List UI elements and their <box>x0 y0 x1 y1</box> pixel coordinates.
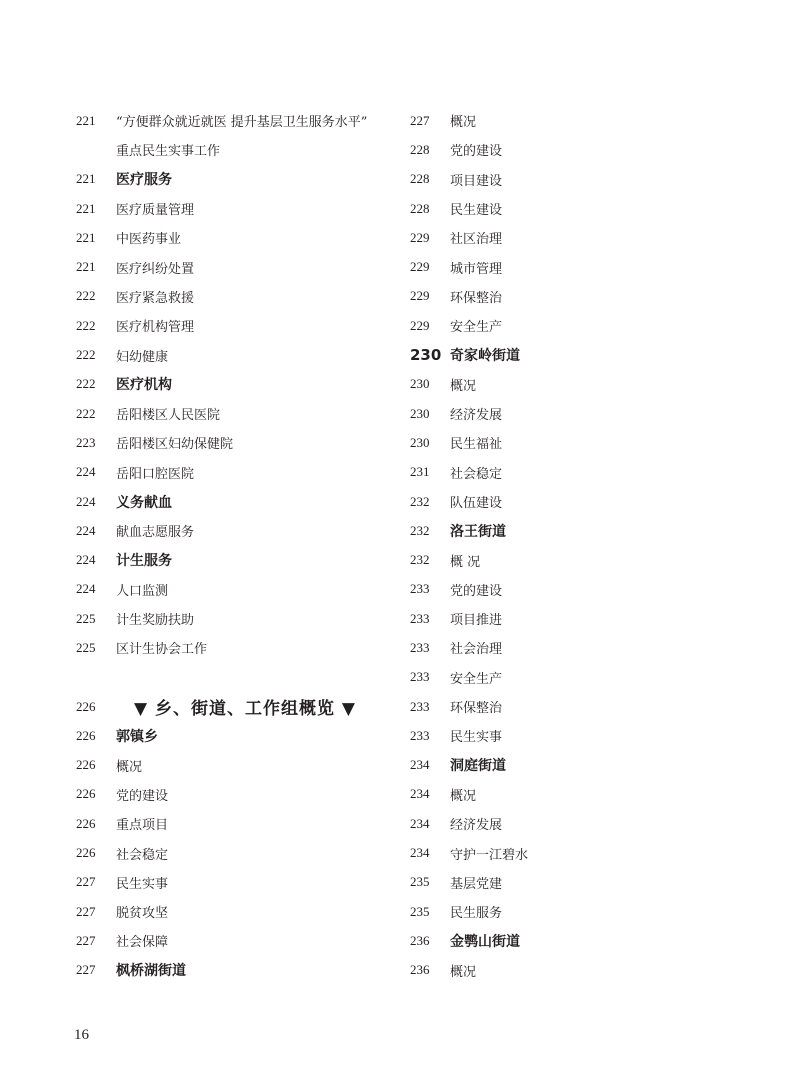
toc-page-number: 221 <box>76 229 96 245</box>
toc-entry-title: 经济发展 <box>450 408 503 424</box>
toc-entry-title: 概况 <box>450 788 477 804</box>
toc-entry-title: 概况 <box>450 378 477 394</box>
toc-page-number: 230 <box>410 346 442 365</box>
toc-page-number: 227 <box>410 112 430 128</box>
toc-page-number: 233 <box>410 698 430 714</box>
toc-entry-title: 安全生产 <box>450 320 503 336</box>
toc-page-number: 234 <box>410 757 430 773</box>
toc-page-number: 232 <box>410 493 430 509</box>
toc-entry-title: 守护一江碧水 <box>450 847 529 863</box>
toc-page-number: 235 <box>410 874 430 890</box>
toc-page-number: 228 <box>410 141 430 157</box>
toc-entry <box>410 575 710 604</box>
toc-entry <box>76 809 396 838</box>
toc-page-number: 226 <box>76 698 96 714</box>
toc-entry-title: 洛王街道 <box>450 523 506 540</box>
toc-entry <box>410 809 710 838</box>
toc-entry-title: ▼ 乡、街道、工作组概览 ▼ <box>134 699 356 720</box>
toc-entry <box>410 135 710 164</box>
toc-entry <box>76 751 396 780</box>
toc-entry <box>410 868 710 897</box>
toc-entry <box>410 194 710 223</box>
toc-entry-title: 社会稳定 <box>450 466 503 482</box>
toc-entry <box>410 370 710 399</box>
toc-page-number: 225 <box>76 610 96 626</box>
toc-section-heading <box>410 340 710 369</box>
toc-entry-title: 洞庭街道 <box>450 758 506 775</box>
toc-entry <box>410 428 710 457</box>
toc-entry-title: 岳阳楼区妇幼保健院 <box>116 437 234 453</box>
toc-entry-title: 医疗紧急救援 <box>116 290 195 306</box>
toc-entry <box>410 692 710 721</box>
toc-page-number: 224 <box>76 464 96 480</box>
toc-entry <box>410 399 710 428</box>
toc-entry <box>410 721 710 750</box>
toc-entry-title: 民生建设 <box>450 203 503 219</box>
toc-entry-title: 环保整治 <box>450 290 503 306</box>
toc-entry <box>76 633 396 662</box>
toc-entry-title: 概况 <box>450 115 477 131</box>
toc-entry <box>76 604 396 633</box>
toc-entry-title: 社会治理 <box>450 642 503 658</box>
toc-page-number: 225 <box>76 639 96 655</box>
toc-entry-title: 岳阳楼区人民医院 <box>116 408 221 424</box>
toc-entry-title: 安全生产 <box>450 671 503 687</box>
toc-page-number: 224 <box>76 552 96 568</box>
toc-page-number: 228 <box>410 171 430 187</box>
toc-entry-title: 枫桥湖街道 <box>116 963 186 980</box>
toc-entry-title: 医疗纠纷处置 <box>116 261 195 277</box>
toc-page-number: 224 <box>76 493 96 509</box>
toc-entry <box>410 663 710 692</box>
toc-entry <box>76 838 396 867</box>
toc-page-number: 224 <box>76 581 96 597</box>
toc-page-number: 230 <box>410 376 430 392</box>
toc-entry-title: 民生服务 <box>450 906 503 922</box>
toc-entry-title: 计生奖励扶助 <box>116 613 195 629</box>
toc-entry <box>76 780 396 809</box>
toc-page-number: 230 <box>410 405 430 421</box>
toc-entry-title: 项目推进 <box>450 613 503 629</box>
toc-entry-title: 党的建设 <box>450 144 503 160</box>
toc-entry <box>410 282 710 311</box>
toc-entry <box>76 868 396 897</box>
toc-entry <box>410 223 710 252</box>
toc-entry-title: 人口监测 <box>116 583 169 599</box>
toc-right-column <box>410 106 710 985</box>
toc-page-number: 221 <box>76 112 96 128</box>
toc-entry-title: 民生实事 <box>116 876 169 892</box>
toc-page-number: 222 <box>76 317 96 333</box>
toc-entry-title: 计生服务 <box>116 553 172 570</box>
toc-page-number: 229 <box>410 229 430 245</box>
toc-entry-title: 概 况 <box>450 554 481 570</box>
toc-entry-title: 党的建设 <box>450 583 503 599</box>
toc-page-number: 227 <box>76 874 96 890</box>
toc-entry <box>76 575 396 604</box>
toc-entry <box>76 106 396 135</box>
toc-page-number: 233 <box>410 669 430 685</box>
toc-entry-title: 项目建设 <box>450 173 503 189</box>
toc-entry-title: 概况 <box>450 964 477 980</box>
toc-page-number: 226 <box>76 786 96 802</box>
toc-entry-title: 中医药事业 <box>116 232 182 248</box>
toc-page-number: 233 <box>410 639 430 655</box>
toc-entry <box>76 282 396 311</box>
toc-page-number: 224 <box>76 522 96 538</box>
toc-entry <box>76 194 396 223</box>
toc-page-number: 222 <box>76 376 96 392</box>
toc-page-number: 229 <box>410 317 430 333</box>
toc-entry-title: 经济发展 <box>450 818 503 834</box>
toc-section-heading <box>76 370 396 399</box>
toc-section-heading <box>76 721 396 750</box>
toc-entry <box>76 135 396 164</box>
toc-section-heading <box>410 926 710 955</box>
toc-entry-title: 城市管理 <box>450 261 503 277</box>
toc-page-number: 229 <box>410 288 430 304</box>
toc-page-number: 229 <box>410 259 430 275</box>
toc-entry <box>410 956 710 985</box>
toc-entry-title: 献血志愿服务 <box>116 525 195 541</box>
toc-entry-title: 社会保障 <box>116 935 169 951</box>
toc-entry-title: 民生实事 <box>450 730 503 746</box>
toc-entry-title: 区计生协会工作 <box>116 642 208 658</box>
toc-entry-title: 概况 <box>116 759 143 775</box>
toc-entry-title: 社会稳定 <box>116 847 169 863</box>
page-number: 16 <box>74 1027 89 1043</box>
toc-section-heading <box>410 751 710 780</box>
toc-page-number: 227 <box>76 903 96 919</box>
toc-entry <box>410 106 710 135</box>
toc-page-number: 236 <box>410 932 430 948</box>
toc-page-number: 233 <box>410 610 430 626</box>
toc-entry <box>410 487 710 516</box>
toc-entry <box>76 897 396 926</box>
toc-page-number: 228 <box>410 200 430 216</box>
toc-entry <box>76 516 396 545</box>
toc-entry-title: 党的建设 <box>116 788 169 804</box>
toc-page-number: 223 <box>76 434 96 450</box>
toc-page-number: 234 <box>410 786 430 802</box>
toc-entry <box>410 604 710 633</box>
toc-entry <box>76 223 396 252</box>
toc-entry-title: 环保整治 <box>450 701 503 717</box>
toc-left-column <box>76 106 396 985</box>
toc-entry-title: 医疗机构 <box>116 377 172 394</box>
toc-page-number: 226 <box>76 727 96 743</box>
toc-entry <box>410 838 710 867</box>
toc-entry <box>76 311 396 340</box>
toc-entry <box>410 633 710 662</box>
toc-entry <box>410 545 710 574</box>
toc-entry <box>76 458 396 487</box>
toc-entry <box>410 780 710 809</box>
toc-page-number: 234 <box>410 845 430 861</box>
toc-entry <box>410 252 710 281</box>
toc-section-heading <box>410 516 710 545</box>
toc-page-number: 236 <box>410 962 430 978</box>
toc-entry-title: 医疗机构管理 <box>116 320 195 336</box>
toc-entry <box>410 897 710 926</box>
toc-page-number: 232 <box>410 522 430 538</box>
toc-page-number: 226 <box>76 815 96 831</box>
toc-entry-title: 金鹗山街道 <box>450 933 520 950</box>
toc-page-number: 221 <box>76 200 96 216</box>
toc-page-number: 235 <box>410 903 430 919</box>
toc-entry-title: 医疗服务 <box>116 172 172 189</box>
toc-entry-title: 郭镇乡 <box>116 728 158 745</box>
toc-entry-title: 医疗质量管理 <box>116 203 195 219</box>
toc-entry-title: “方便群众就近就医 提升基层卫生服务水平” <box>116 115 368 131</box>
toc-page-number: 227 <box>76 962 96 978</box>
toc-entry <box>410 165 710 194</box>
toc-page-number: 227 <box>76 932 96 948</box>
toc-entry-title: 妇幼健康 <box>116 349 169 365</box>
toc-entry-title: 基层党建 <box>450 876 503 892</box>
toc-page-number: 222 <box>76 347 96 363</box>
toc-entry-title: 脱贫攻坚 <box>116 906 169 922</box>
toc-page-number: 221 <box>76 259 96 275</box>
toc-entry <box>76 428 396 457</box>
toc-page-number: 233 <box>410 727 430 743</box>
toc-entry <box>410 458 710 487</box>
toc-page-number: 226 <box>76 757 96 773</box>
toc-page-number: 226 <box>76 845 96 861</box>
toc-section-heading <box>76 545 396 574</box>
toc-entry-title: 队伍建设 <box>450 496 503 511</box>
toc-entry-title: 义务献血 <box>116 494 172 511</box>
toc-spacer <box>76 663 396 692</box>
toc-section-heading <box>76 487 396 516</box>
toc-page-number: 232 <box>410 552 430 568</box>
toc-page-number: 233 <box>410 581 430 597</box>
toc-entry <box>76 399 396 428</box>
toc-part-heading <box>76 692 396 721</box>
toc-page-number: 221 <box>76 171 96 187</box>
toc-entry-title: 重点民生实事工作 <box>116 144 221 160</box>
toc-entry-title: 重点项目 <box>116 818 169 834</box>
toc-entry <box>410 311 710 340</box>
toc-entry-title: 岳阳口腔医院 <box>116 466 195 482</box>
toc-section-heading <box>76 956 396 985</box>
toc-entry <box>76 926 396 955</box>
toc-page-number: 234 <box>410 815 430 831</box>
toc-page-number: 222 <box>76 288 96 304</box>
toc-page-number: 222 <box>76 405 96 421</box>
toc-section-heading <box>76 165 396 194</box>
toc-entry-title: 民生福祉 <box>450 437 503 453</box>
toc-page-number: 231 <box>410 464 430 480</box>
toc-entry-title: 奇家岭街道 <box>450 348 520 365</box>
toc-page-number: 230 <box>410 434 430 450</box>
toc-entry <box>76 252 396 281</box>
toc-entry-title: 社区治理 <box>450 232 503 248</box>
toc-entry <box>76 340 396 369</box>
